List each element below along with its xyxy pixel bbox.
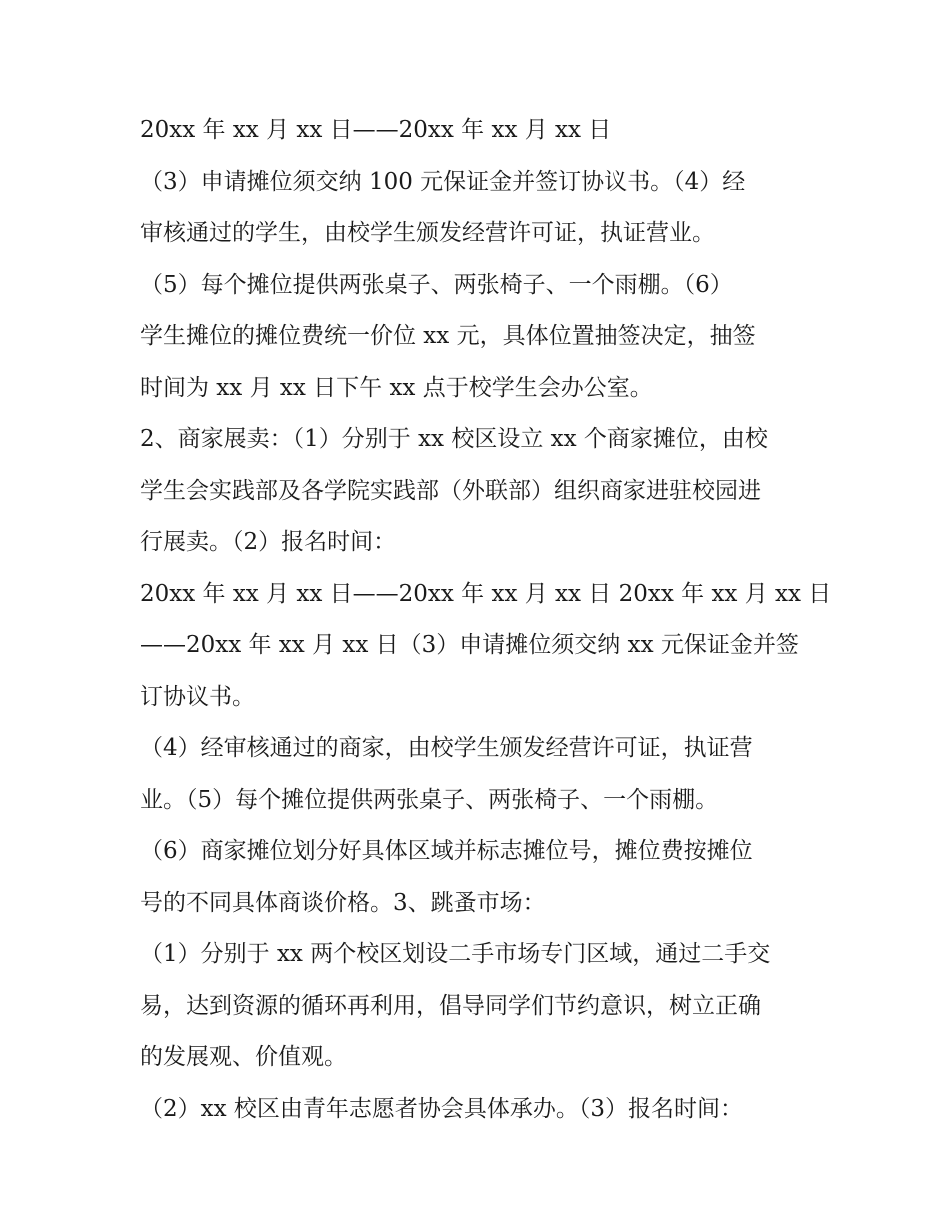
text-line: 20xx 年 xx 月 xx 日——20xx 年 xx 月 xx 日 20xx 年 xx 月 xx 日 [140,580,832,607]
text-line: 业。（5）每个摊位提供两张桌子、两张椅子、一个雨棚。 [140,786,719,813]
text-line: （3）申请摊位须交纳 100 元保证金并签订协议书。（4）经 [140,168,746,195]
text-line: 2、商家展卖：（1）分别于 xx 校区设立 xx 个商家摊位，由校 [140,426,768,452]
text-line: 审核通过的学生，由校学生颁发经营许可证，执证营业。 [140,220,715,246]
text-line: （5）每个摊位提供两张桌子、两张椅子、一个雨棚。（6） [140,271,733,298]
text-line: （1）分别于 xx 两个校区划设二手市场专门区域，通过二手交 [140,941,771,967]
text-line: （2）xx 校区由青年志愿者协会具体承办。（3）报名时间： [140,1095,744,1122]
text-line: 行展卖。（2）报名时间： [140,529,397,555]
text-line: （4）经审核通过的商家，由校学生颁发经营许可证，执证营 [140,735,753,761]
text-line: 订协议书。 [140,683,255,710]
text-line: 学生摊位的摊位费统一价位 xx 元，具体位置抽签决定，抽签 [140,323,756,349]
text-line: 20xx 年 xx 月 xx 日——20xx 年 xx 月 xx 日 [140,117,612,143]
text-line: 号的不同具体商谈价格。3、跳蚤市场： [140,889,546,916]
body-text [140,108,832,1138]
text-line: 时间为 xx 月 xx 日下午 xx 点于校学生会办公室。 [140,374,653,401]
text-line: 的发展观、价值观。 [140,1044,347,1070]
text-line: （6）商家摊位划分好具体区域并标志摊位号，摊位费按摊位 [140,838,753,864]
text-line: 易，达到资源的循环再利用，倡导同学们节约意识，树立正确 [140,992,761,1019]
text-line: 学生会实践部及各学院实践部（外联部）组织商家进驻校园进 [140,477,761,504]
text-line: ——20xx 年 xx 月 xx 日（3）申请摊位须交纳 xx 元保证金并签 [140,632,799,658]
